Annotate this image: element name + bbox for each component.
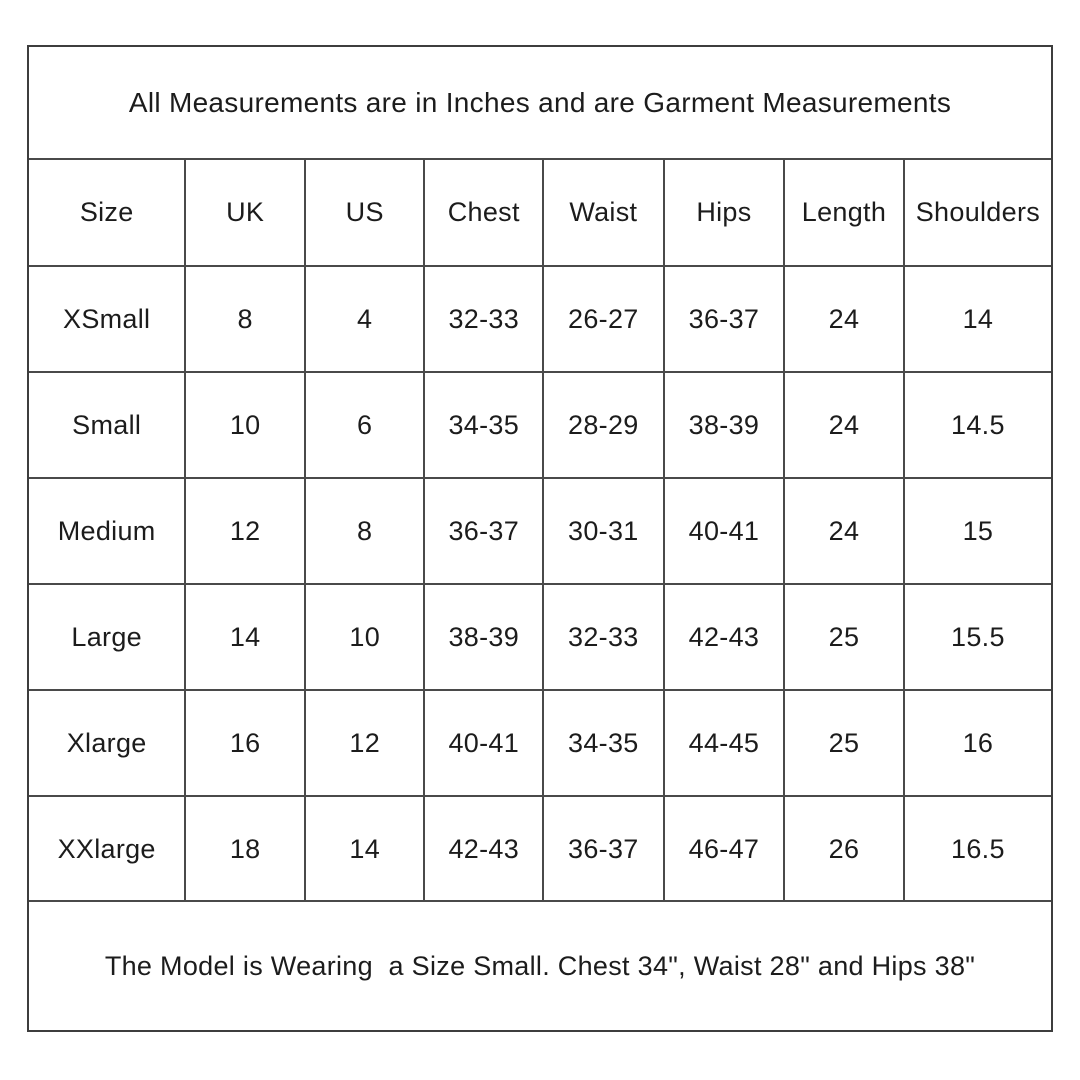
table-row	[29, 690, 1051, 796]
table-cell: 6	[305, 372, 425, 478]
table-cell: 42-43	[424, 796, 543, 902]
table-cell: 38-39	[424, 584, 543, 690]
size-table	[29, 160, 1051, 902]
column-header-chest: Chest	[424, 160, 543, 266]
table-cell: 14.5	[904, 372, 1051, 478]
table-cell: 15.5	[904, 584, 1051, 690]
size-label: Large	[29, 584, 185, 690]
column-header-us: US	[305, 160, 425, 266]
table-cell: 14	[904, 266, 1051, 372]
table-body	[29, 266, 1051, 902]
table-cell: 8	[185, 266, 305, 372]
table-cell: 32-33	[424, 266, 543, 372]
table-cell: 36-37	[664, 266, 785, 372]
table-row	[29, 584, 1051, 690]
table-cell: 34-35	[543, 690, 664, 796]
table-cell: 36-37	[424, 478, 543, 584]
table-cell: 4	[305, 266, 425, 372]
size-label: Small	[29, 372, 185, 478]
column-header-uk: UK	[185, 160, 305, 266]
table-cell: 10	[305, 584, 425, 690]
table-cell: 15	[904, 478, 1051, 584]
table-cell: 14	[305, 796, 425, 902]
table-cell: 18	[185, 796, 305, 902]
table-cell: 12	[185, 478, 305, 584]
table-cell: 25	[784, 584, 904, 690]
table-row	[29, 478, 1051, 584]
table-cell: 24	[784, 372, 904, 478]
table-cell: 44-45	[664, 690, 785, 796]
column-header-hips: Hips	[664, 160, 785, 266]
table-cell: 10	[185, 372, 305, 478]
table-cell: 42-43	[664, 584, 785, 690]
table-row	[29, 796, 1051, 902]
table-cell: 25	[784, 690, 904, 796]
column-header-length: Length	[784, 160, 904, 266]
table-cell: 12	[305, 690, 425, 796]
table-cell: 16	[904, 690, 1051, 796]
table-header-row	[29, 160, 1051, 266]
table-cell: 26	[784, 796, 904, 902]
model-note: The Model is Wearing a Size Small. Chest 34", Waist 28" and Hips 38"	[29, 900, 1051, 1030]
table-cell: 28-29	[543, 372, 664, 478]
column-header-size: Size	[29, 160, 185, 266]
size-label: Medium	[29, 478, 185, 584]
table-cell: 24	[784, 266, 904, 372]
table-cell: 34-35	[424, 372, 543, 478]
chart-title: All Measurements are in Inches and are Garment Measurements	[29, 47, 1051, 160]
table-cell: 38-39	[664, 372, 785, 478]
table-cell: 30-31	[543, 478, 664, 584]
table-row	[29, 372, 1051, 478]
column-header-waist: Waist	[543, 160, 664, 266]
size-label: XSmall	[29, 266, 185, 372]
table-cell: 36-37	[543, 796, 664, 902]
table-cell: 14	[185, 584, 305, 690]
table-cell: 26-27	[543, 266, 664, 372]
size-chart	[27, 45, 1053, 1032]
size-label: Xlarge	[29, 690, 185, 796]
table-cell: 24	[784, 478, 904, 584]
table-cell: 32-33	[543, 584, 664, 690]
table-cell: 16	[185, 690, 305, 796]
size-label: XXlarge	[29, 796, 185, 902]
table-cell: 46-47	[664, 796, 785, 902]
table-cell: 8	[305, 478, 425, 584]
column-header-shoulders: Shoulders	[904, 160, 1051, 266]
table-cell: 16.5	[904, 796, 1051, 902]
table-cell: 40-41	[664, 478, 785, 584]
table-row	[29, 266, 1051, 372]
table-cell: 40-41	[424, 690, 543, 796]
